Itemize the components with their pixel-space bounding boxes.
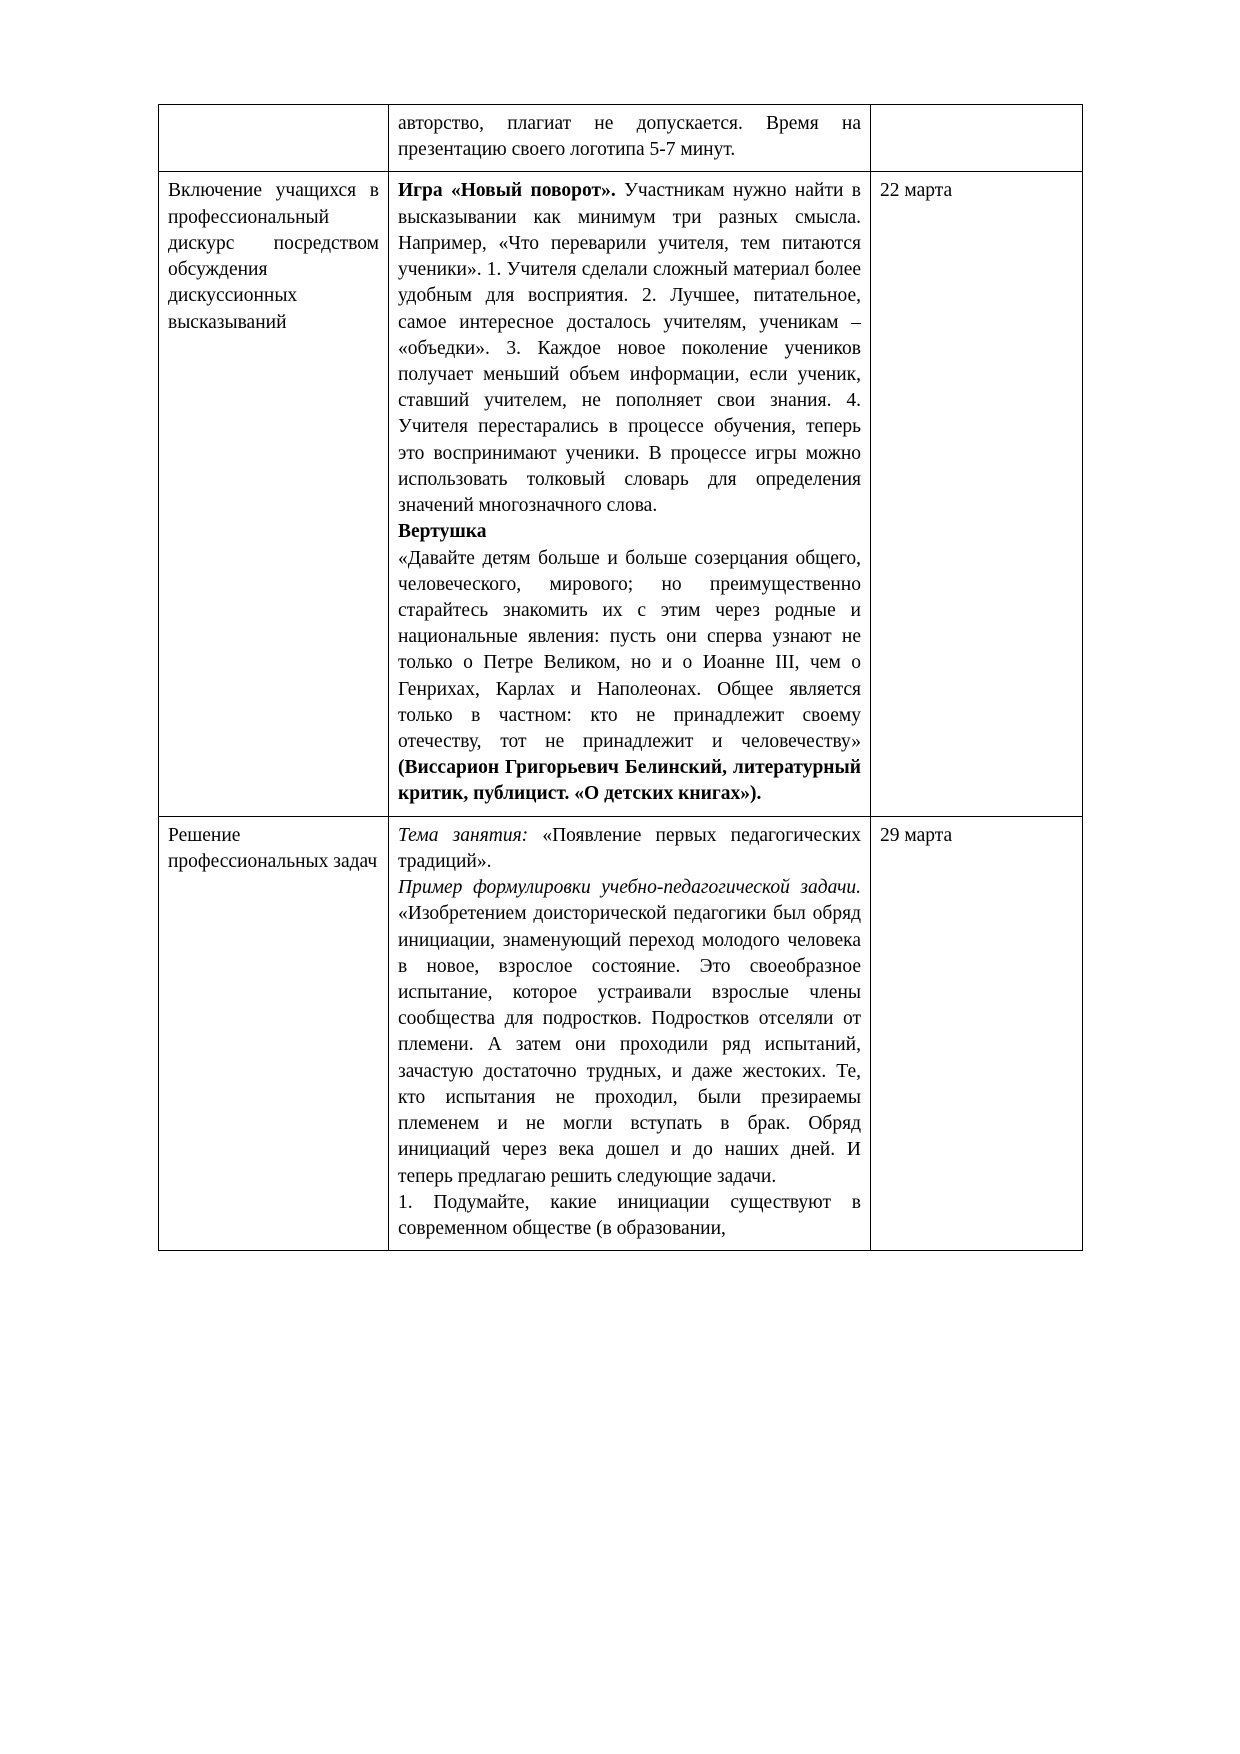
- table-row: [159, 105, 1083, 172]
- row-1-date-cell: [871, 105, 1083, 172]
- row-2-game-body: Участникам нужно найти в высказывании как минимум три разных смысла. Например, «Что переварили учителя, тем питаются ученики». 1. Учителя сделали сложный материал более удобным для восприятия. 2. Лучшее, питательное, самое интересное досталось учителям, ученикам – «объедки». 3. Каждое новое поколение учеников получает меньший объем информации, если ученик, ставший учителем, не пополняет свои знания. 4. Учителя перестарались в процессе обучения, теперь это воспринимают ученики. В процессе игры можно использовать толковый словарь для определения значений многозначного слова.: [398, 180, 861, 517]
- row-2-quote-body: «Давайте детям больше и больше созерцания общего, человеческого, мирового; но преимущественно старайтесь знакомить их с этим через родные и национальные явления: пусть они сперва узнают не только о Петре Великом, но и о Иоанне III, чем о Генрихах, Карлах и Наполеонах. Общее является только в частном: кто не принадлежит своему отечеству, тот не принадлежит и человечеству»: [398, 547, 861, 753]
- row-2-date-cell: [871, 172, 1083, 816]
- row-1-paragraph-1: авторство, плагиат не допускается. Время на презентацию своего логотипа 5-7 минут.: [398, 113, 861, 161]
- row-2-date-text: 22 марта: [880, 180, 953, 202]
- row-3-date-cell: [871, 816, 1083, 1251]
- row-1-activity-cell: [159, 105, 389, 172]
- row-3-paragraph-1: [398, 823, 861, 875]
- row-1-content-cell: [389, 105, 871, 172]
- row-2-paragraph-1: [398, 178, 861, 519]
- row-3-example-label: Пример формулировки учебно-педагогической задачи.: [398, 877, 861, 899]
- row-3-content-cell: [389, 816, 871, 1251]
- row-3-paragraph-2: [398, 875, 861, 1190]
- row-2-activity-text: Включение учащихся в профессиональный дискурс посредством обсуждения дискуссионных высказываний: [168, 180, 379, 333]
- row-2-paragraph-3: [398, 546, 861, 808]
- row-2-game-title: Игра «Новый поворот».: [398, 180, 616, 202]
- row-3-topic-label: Тема занятия:: [398, 824, 529, 846]
- row-3-paragraph-3: 1. Подумайте, какие инициации существуют в современном обществе (в образовании,: [398, 1191, 861, 1239]
- table-row: [159, 816, 1083, 1251]
- schedule-table: [158, 104, 1083, 1251]
- row-3-example-body: «Изобретением доисторической педагогики был обряд инициации, знаменующий переход молодого человека в новое, взрослое состояние. Это своеобразное испытание, которое устраивали взрослые члены сообщества для подростков. Подростков отселяли от племени. А затем они проходили ряд испытаний, зачастую достаточно трудных, и даже жестоких. Те, кто испытания не проходил, были презираемы племенем и не могли вступать в брак. Обряд инициаций через века дошел и до наших дней. И теперь предлагаю решить следующие задачи.: [398, 903, 861, 1187]
- table-row: [159, 172, 1083, 816]
- row-2-quote-attribution: (Виссарион Григорьевич Белинский, литературный критик, публицист. «О детских книгах»).: [398, 757, 861, 805]
- row-2-activity-cell: [159, 172, 389, 816]
- row-3-activity-cell: [159, 816, 389, 1251]
- row-3-topic-value: «Появление первых педагогических традиций».: [398, 824, 861, 872]
- row-2-content-cell: [389, 172, 871, 816]
- row-3-activity-text: Решение профессиональных задач: [168, 824, 378, 872]
- row-2-paragraph-2: Вертушка: [398, 521, 487, 543]
- row-3-date-text: 29 марта: [880, 824, 953, 846]
